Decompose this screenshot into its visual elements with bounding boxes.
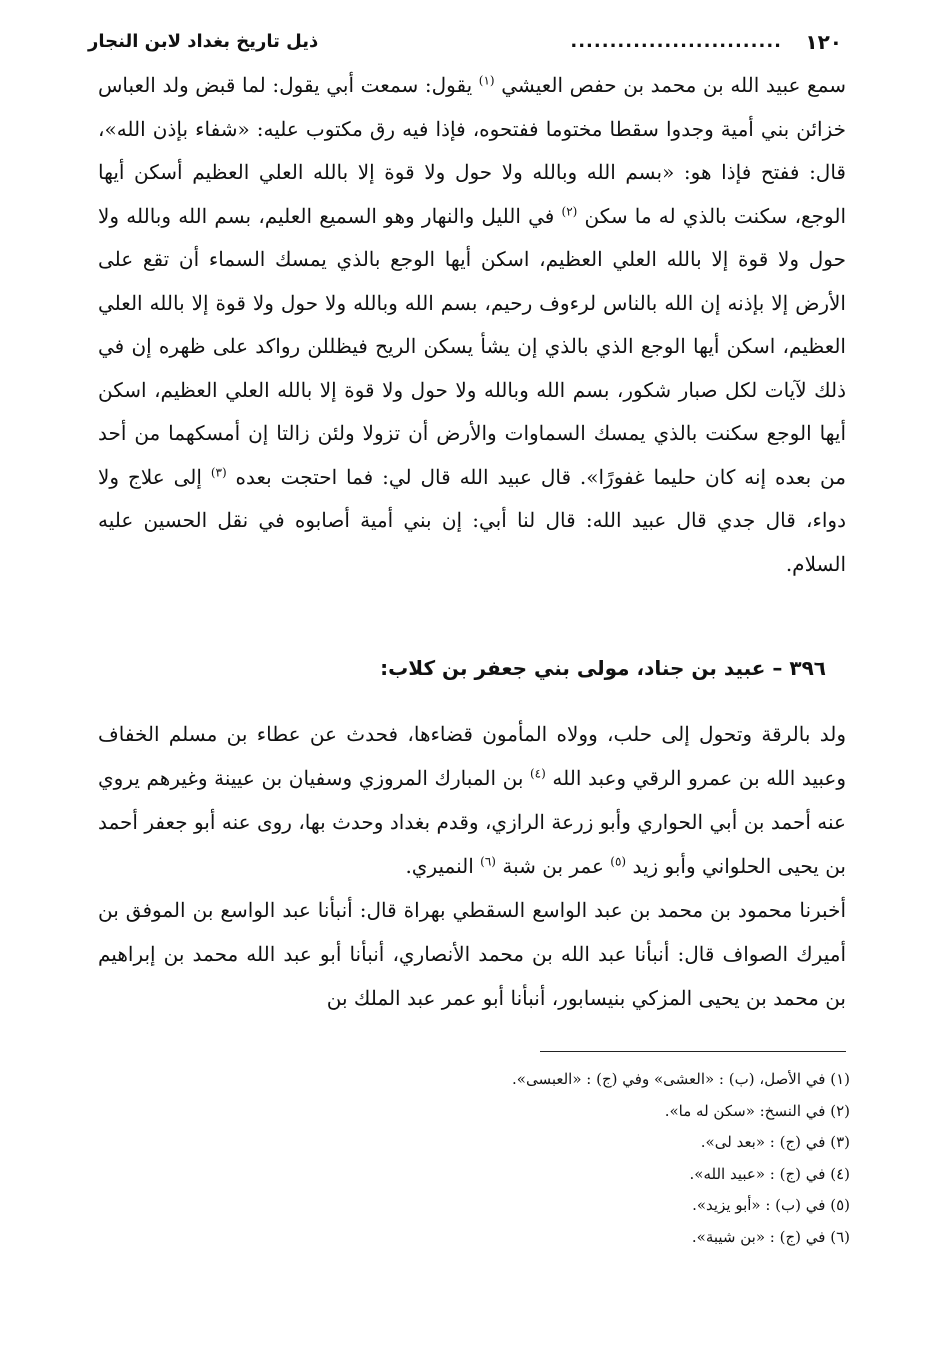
footnote-item: (٥) في (ب) : «أبو يزيد». <box>692 1196 850 1214</box>
running-header <box>88 28 848 56</box>
footnote-item: (٣) في (ج) : «بعد لى». <box>700 1133 850 1151</box>
entry-heading <box>98 648 826 688</box>
footnote-item: (٢) في النسخ: «سكن له ما». <box>664 1101 850 1120</box>
paragraph-text: عمر بن شبة <box>502 854 604 878</box>
entry-number: ٣٩٦ <box>789 656 826 680</box>
paragraph-text: سمع عبيد الله بن محمد بن حفص العيشي <box>501 73 846 97</box>
paragraph-text: إلى علاج ولا دواء، قال جدي قال عبيد الله: قال لنا أبي: إن بني أمية أصابوه في نقل الحسين عليه السلام. <box>98 464 846 576</box>
paragraph-text: بن المبارك المروزي وسفيان بن عيينة وغيرهم يروي عنه أحمد بن أبي الحواري وأبو زرعة الرازي، وقدم بغداد وحدث بها، روى عنه أبو جعفر أحمد بن يحيى الحلواني وأبو زيد <box>98 766 846 878</box>
footnote-ref-5: (٥) <box>610 854 627 869</box>
paragraph-text: النميري. <box>405 854 474 878</box>
footnote-divider <box>540 1051 846 1052</box>
entry-dash: – <box>772 656 783 680</box>
biography-paragraph <box>98 712 846 888</box>
footnote-item: (٤) في (ج) : «عبيد الله». <box>689 1164 850 1183</box>
footnote-ref-6: (٦) <box>480 854 496 869</box>
paragraph-text: ولد بالرقة وتحول إلى حلب، وولاه المأمون قضاءها، فحدث عن عطاء بن مسلم الخفاف وعبيد الله بن عمرو الرقي وعبد الله <box>98 722 846 790</box>
footnote-ref-1: (١) <box>478 73 495 88</box>
paragraph-text: في الليل والنهار وهو السميع العليم، بسم الله وبالله ولا حول ولا قوة إلا بالله العلي العظيم، اسكن أيها الوجع بالذي يمسك السماء أن تقع على الأرض إلا بإذنه إن الله بالناس لرءوف رحيم، بسم الله وبالله ولا حول ولا قوة إلا بالله العلي العظيم، اسكن أيها الوجع الذي بالذي إن يشأ يسكن الريح فيظللن رواكد على ظهره إن في ذلك لآيات لكل صبار شكور، بسم الله وبالله ولا حول ولا قوة إلا بالله العلي العظيم، اسكن أيها الوجع سكنت بالذي يمسك السماوات والأرض أن تزولا ولئن زالتا إن أمسكهما من أحد من بعده إنه كان حليما غفورًا». قال عبيد الله قال لي: فما احتجت بعده <box>98 203 846 489</box>
footnote-ref-4: (٤) <box>529 766 546 781</box>
entry-title: عبيد بن جناد، مولى بني جعفر بن كلاب: <box>380 656 766 680</box>
paragraph-text: يقول: سمعت أبي يقول: لما قبض ولد العباس خزائن بني أمية وجدوا سقطا مختوما ففتحوه، فإذا فيه رق مكتوب عليه: «شفاء بإذن الله»، قال: ففتح فإذا هو: «بسم الله وبالله ولا حول ولا قوة إلا بالله العلي العظيم أسكن أيها الوجع، سكنت بالذي له ما سكن <box>98 73 847 228</box>
isnad-paragraph: أخبرنا محمود بن محمد بن عبد الواسع السقطي بهراة قال: أنبأنا عبد الواسع بن الموفق بن أميرك الصواف قال: أنبأنا عبد الله بن محمد الأنصاري، أنبأنا أبو عبد الله محمد بن إبراهيم بن محمد بن يحيى المزكي بنيسابور، أنبأنا أبو عمر عبد الملك بن <box>98 898 846 1010</box>
footnote-item: (١) في الأصل، (ب) : «العشى» وفي (ج) : «العبسى». <box>512 1070 850 1088</box>
header-leader-dots: ........................... <box>570 31 782 52</box>
narration-paragraph <box>98 64 846 586</box>
book-title: ذيل تاريخ بغداد لابن النجار <box>88 31 319 52</box>
footnote-item: (٦) في (ج) : «بن شيبة». <box>691 1227 850 1246</box>
footnote-ref-2: (٢) <box>561 203 578 218</box>
footnotes-list <box>98 1064 850 1253</box>
footnote-ref-3: (٣) <box>210 464 227 479</box>
page-number: ١٢٠ <box>805 30 842 54</box>
